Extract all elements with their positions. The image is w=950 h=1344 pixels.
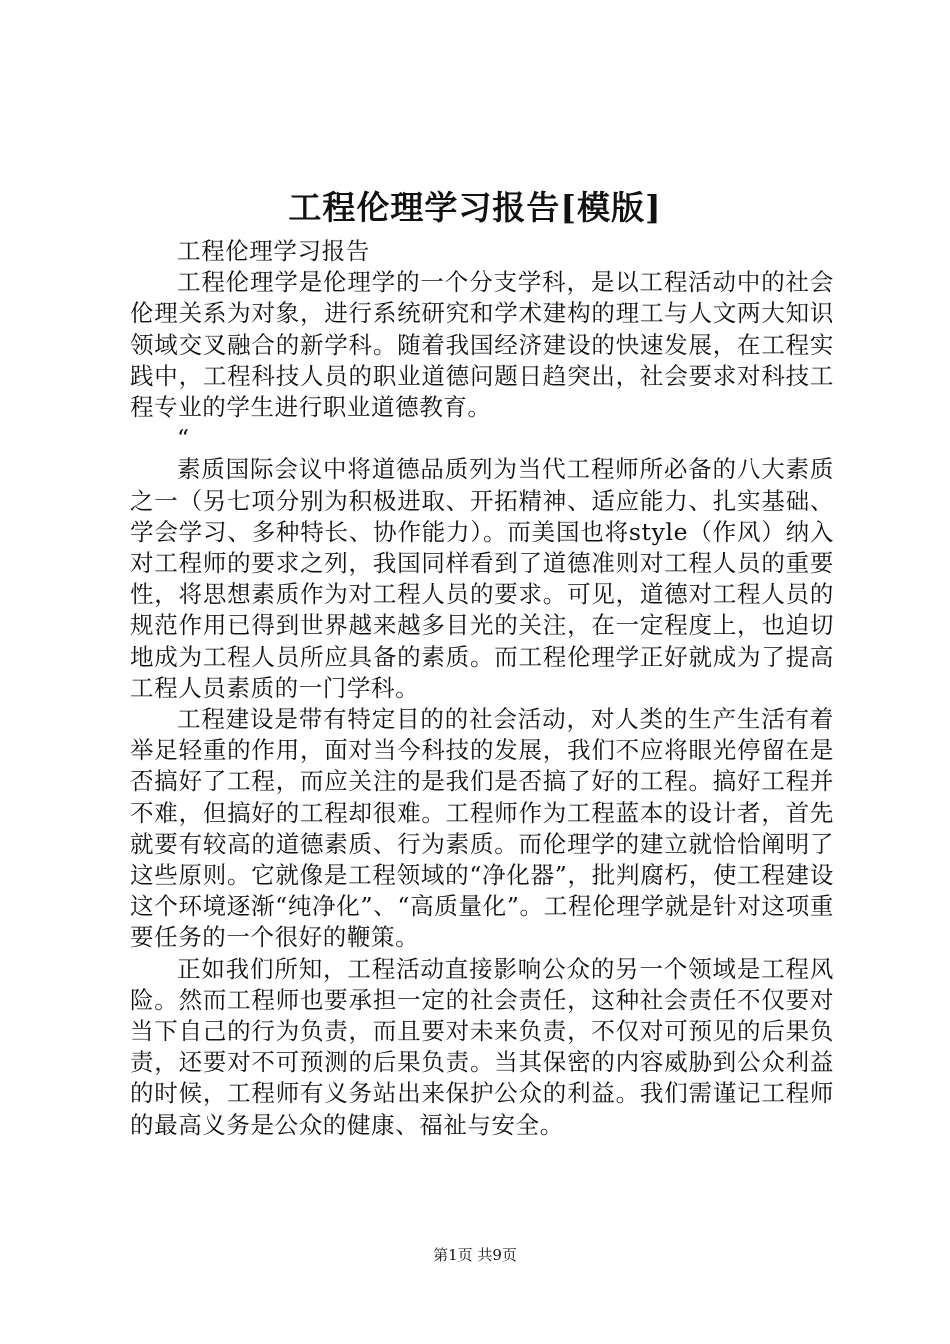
quote-mark-paragraph: “ <box>177 424 190 453</box>
body-paragraph: 素质国际会议中将道德品质列为当代工程师所必备的八大素质之一（另七项分别为积极进取、开拓精神、适应能力、扎实基础、学会学习、多种特长、协作能力）。而美国也将style（作风）纳入对工程师的要求之列，我国同样看到了道德准则对工程人员的重要性，将思想素质作为对工程人员的要求。可见，道德对工程人员的规范作用已得到世界越来越多目光的关注，在一定程度上，也迫切地成为工程人员所应具备的素质。而工程伦理学正好就成为了提高工程人员素质的一门学科。 <box>130 455 834 702</box>
document-body <box>130 236 834 1141</box>
document-title: 工程伦理学习报告[模版] <box>288 188 662 227</box>
body-paragraph: 工程伦理学是伦理学的一个分支学科，是以工程活动中的社会伦理关系为对象，进行系统研究和学术建构的理工与人文两大知识领域交叉融合的新学科。随着我国经济建设的快速发展，在工程实践中，工程科技人员的职业道德问题日趋突出，社会要求对科技工程专业的学生进行职业道德教育。 <box>130 268 834 422</box>
page-number-footer: 第1页 共9页 <box>433 1246 517 1264</box>
body-paragraph: 工程建设是带有特定目的的社会活动，对人类的生产生活有着举足轻重的作用，面对当今科技的发展，我们不应将眼光停留在是否搞好了工程，而应关注的是我们是否搞了好的工程。搞好工程并不难，但搞好的工程却很难。工程师作为工程蓝本的设计者，首先就要有较高的道德素质、行为素质。而伦理学的建立就恰恰阐明了这些原则。它就像是工程领域的“净化器”，批判腐朽，使工程建设这个环境逐渐“纯净化”、“高质量化”。工程伦理学就是针对这项重要任务的一个很好的鞭策。 <box>130 705 834 952</box>
subtitle-paragraph: 工程伦理学习报告 <box>177 237 370 265</box>
body-paragraph: 正如我们所知，工程活动直接影响公众的另一个领域是工程风险。然而工程师也要承担一定的社会责任，这种社会责任不仅要对当下自己的行为负责，而且要对未来负责，不仅对可预见的后果负责，还要对不可预测的后果负责。当其保密的内容威胁到公众利益的时候，工程师有义务站出来保护公众的利益。我们需谨记工程师的最高义务是公众的健康、福祉与安全。 <box>130 954 834 1139</box>
